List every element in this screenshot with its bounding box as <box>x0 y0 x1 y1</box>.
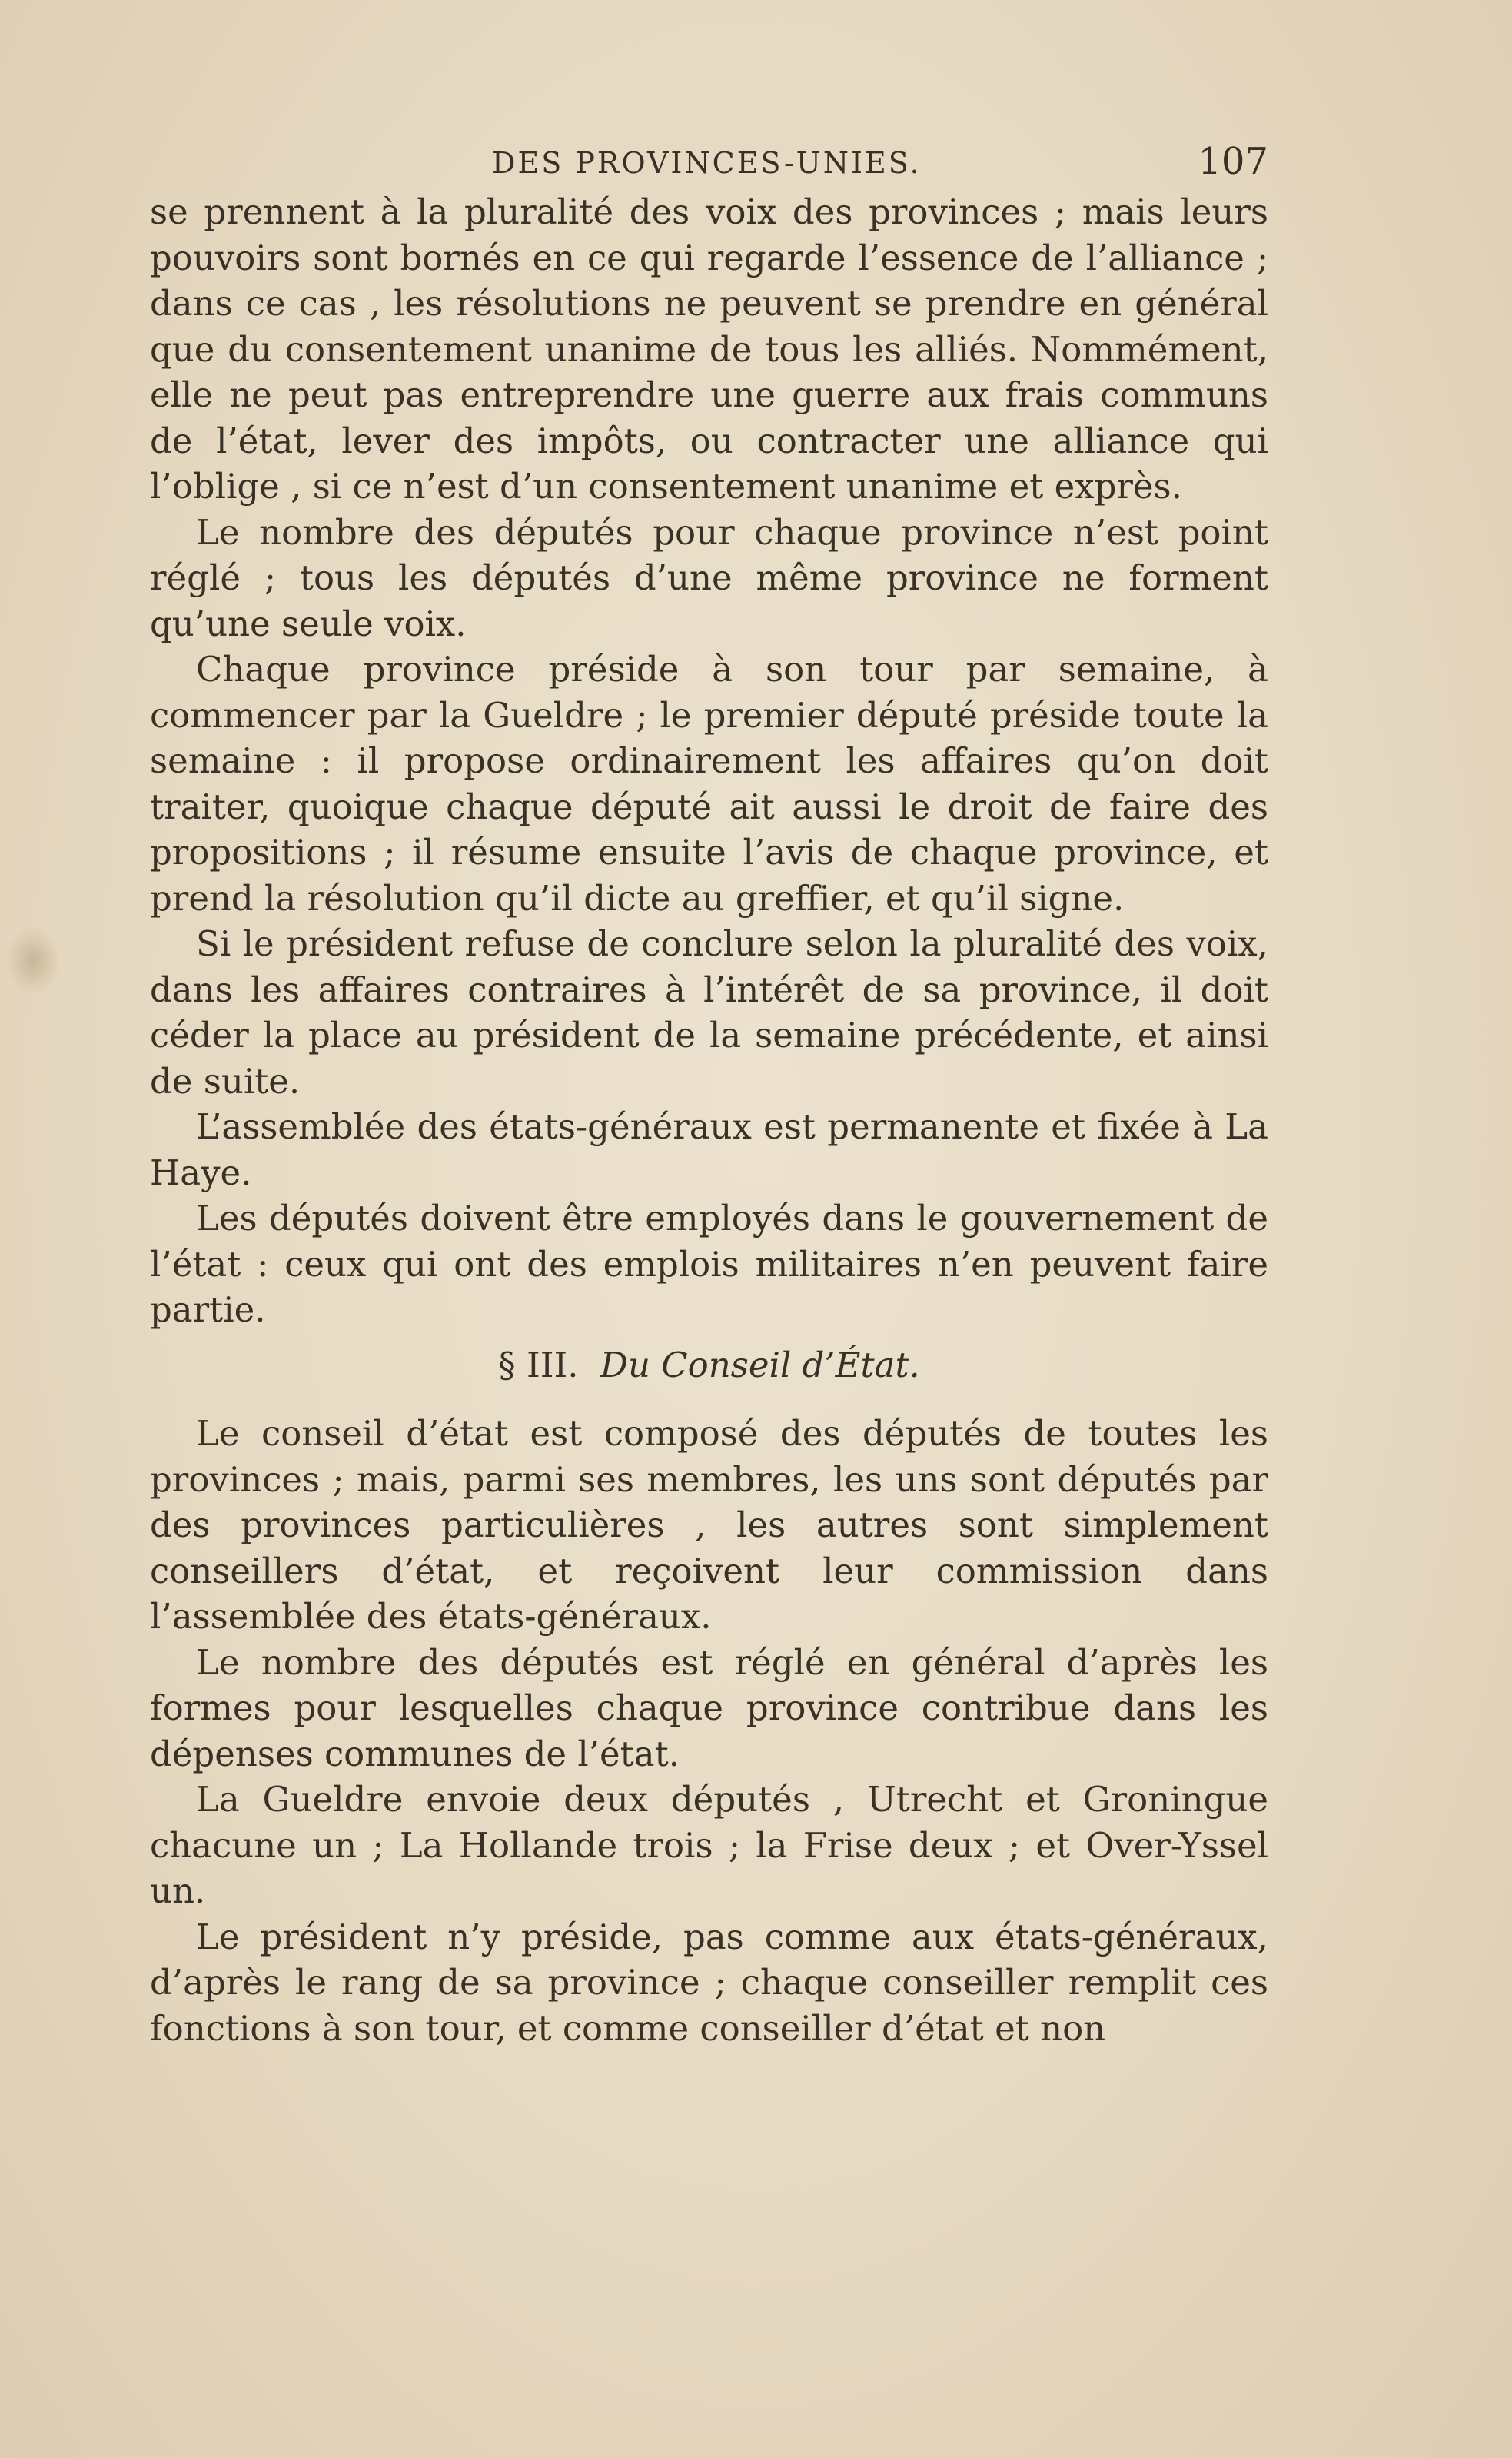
paragraph: Le conseil d’état est composé des députés de toutes les provinces ; mais, parmi ses membres, les uns sont députés par des provinces particulières , les autres sont simplement conseillers d’état, et reçoivent leur commission dans l’assemblée des états-généraux. <box>150 1413 1268 1637</box>
page-number: 107 <box>1198 140 1268 183</box>
paragraph: L’assemblée des états-généraux est permanente et fixée à La Haye. <box>150 1106 1268 1193</box>
paragraph: Le nombre des députés pour chaque province n’est point réglé ; tous les députés d’une même province ne forment qu’une seule voix. <box>150 511 1268 644</box>
paragraph: Le président n’y préside, pas comme aux états-généraux, d’après le rang de sa province ; chaque conseiller remplit ces fonctions à son tour, et comme conseiller d’état et non <box>150 1916 1268 2049</box>
paragraph: La Gueldre envoie deux députés , Utrecht et Groningue chacune un ; La Hollande trois ; la Frise deux ; et Over-Yssel un. <box>150 1779 1268 1911</box>
paragraph: Si le président refuse de conclure selon la pluralité des voix, dans les affaires contraires à l’intérêt de sa province, il doit céder la place au président de la semaine précédente, et ainsi de suite. <box>150 923 1268 1102</box>
paragraph: Chaque province préside à son tour par semaine, à commencer par la Gueldre ; le premier député préside toute la semaine : il propose ordinairement les affaires qu’on doit traiter, quoique chaque député ait aussi le droit de faire des propositions ; il résume ensuite l’avis de chaque province, et prend la résolution qu’il dicte au greffier, et qu’il signe. <box>150 649 1268 919</box>
section-number: § III. <box>498 1344 579 1385</box>
paragraph: Les députés doivent être employés dans le gouvernement de l’état : ceux qui ont des emplois militaires n’en peuvent faire partie. <box>150 1198 1268 1330</box>
text-block <box>150 140 1268 2051</box>
paragraph: Le nombre des députés est réglé en général d’après les formes pour lesquelles chaque province contribue dans les dépenses communes de l’état. <box>150 1641 1268 1774</box>
section-heading <box>150 1342 1268 1388</box>
paragraph-continued: se prennent à la pluralité des voix des provinces ; mais leurs pouvoirs sont bornés en ce qui regarde l’essence de l’alliance ; dans ce cas , les résolutions ne peuvent se prendre en général que du consentement unanime de tous les alliés. Nommément, elle ne peut pas entreprendre une guerre aux frais communs de l’état, lever des impôts, ou contracter une alliance qui l’oblige , si ce n’est d’un consentement unanime et exprès. <box>150 191 1268 507</box>
running-title: DES PROVINCES-UNIES. <box>492 146 922 180</box>
section-title: Du Conseil d’État. <box>600 1344 920 1385</box>
running-head <box>150 140 1268 188</box>
paper-stain <box>6 926 60 996</box>
